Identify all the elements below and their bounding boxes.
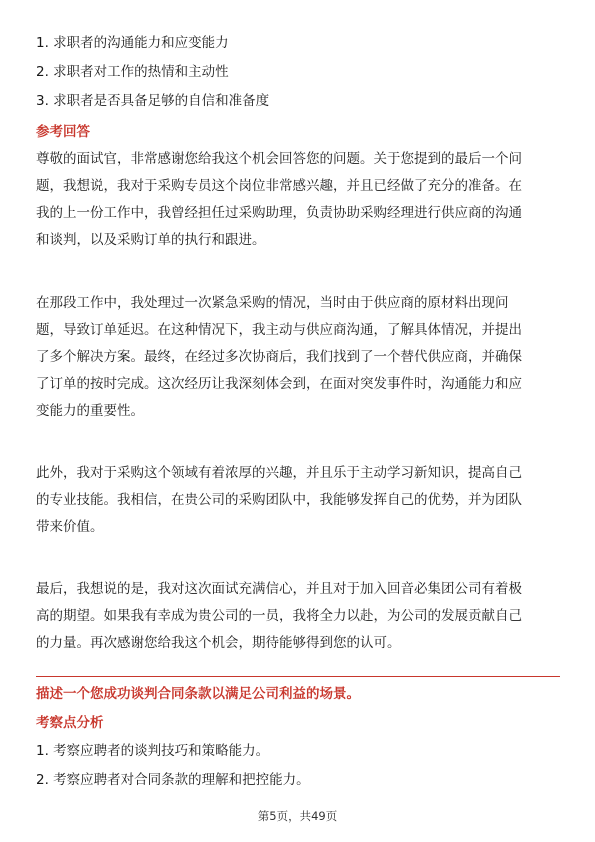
list-item: 2. 求职者对工作的热情和主动性 — [36, 64, 229, 80]
paragraph-line: 和谈判，以及采购订单的执行和跟进。 — [36, 232, 266, 248]
question-heading: 描述一个您成功谈判合同条款以满足公司利益的场景。 — [36, 686, 360, 702]
paragraph-line: 题，我想说，我对于采购专员这个岗位非常感兴趣，并且已经做了充分的准备。在 — [36, 178, 522, 194]
answer-paragraph — [36, 576, 560, 657]
paragraph-line: 最后，我想说的是，我对这次面试充满信心，并且对于加入回音必集团公司有着极 — [36, 581, 522, 597]
paragraph-line: 我的上一份工作中，我曾经担任过采购助理，负责协助采购经理进行供应商的沟通 — [36, 205, 522, 221]
paragraph-line: 了多个解决方案。最终，在经过多次协商后，我们找到了一个替代供应商，并确保 — [36, 349, 522, 365]
answer-heading: 参考回答 — [36, 124, 90, 140]
paragraph-line: 在那段工作中，我处理过一次紧急采购的情况，当时由于供应商的原材料出现问 — [36, 295, 509, 311]
paragraph-line: 题，导致订单延迟。在这种情况下，我主动与供应商沟通，了解具体情况，并提出 — [36, 322, 522, 338]
paragraph-line: 此外，我对于采购这个领域有着浓厚的兴趣，并且乐于主动学习新知识，提高自己 — [36, 465, 522, 481]
list-item: 3. 求职者是否具备足够的自信和准备度 — [36, 93, 270, 109]
paragraph-line: 变能力的重要性。 — [36, 403, 144, 419]
paragraph-line: 了订单的按时完成。这次经历让我深刻体会到，在面对突发事件时，沟通能力和应 — [36, 376, 522, 392]
answer-paragraph — [36, 460, 560, 541]
answer-paragraph — [36, 290, 560, 425]
paragraph-line: 高的期望。如果我有幸成为贵公司的一员，我将全力以赴，为公司的发展贡献自己 — [36, 608, 522, 624]
section-divider — [36, 676, 560, 677]
paragraph-line: 尊敬的面试官，非常感谢您给我这个机会回答您的问题。关于您提到的最后一个问 — [36, 151, 522, 167]
list-item: 2. 考察应聘者对合同条款的理解和把控能力。 — [36, 772, 310, 788]
paragraph-line: 带来价值。 — [36, 519, 104, 535]
analysis-heading: 考察点分析 — [36, 715, 104, 731]
list-item: 1. 求职者的沟通能力和应变能力 — [36, 35, 229, 51]
paragraph-line: 的力量。再次感谢您给我这个机会，期待能够得到您的认可。 — [36, 635, 401, 651]
list-item: 1. 考察应聘者的谈判技巧和策略能力。 — [36, 743, 270, 759]
page-footer: 第5页，共49页 — [257, 809, 338, 823]
answer-paragraph — [36, 146, 560, 254]
paragraph-line: 的专业技能。我相信，在贵公司的采购团队中，我能够发挥自己的优势，并为团队 — [36, 492, 522, 508]
